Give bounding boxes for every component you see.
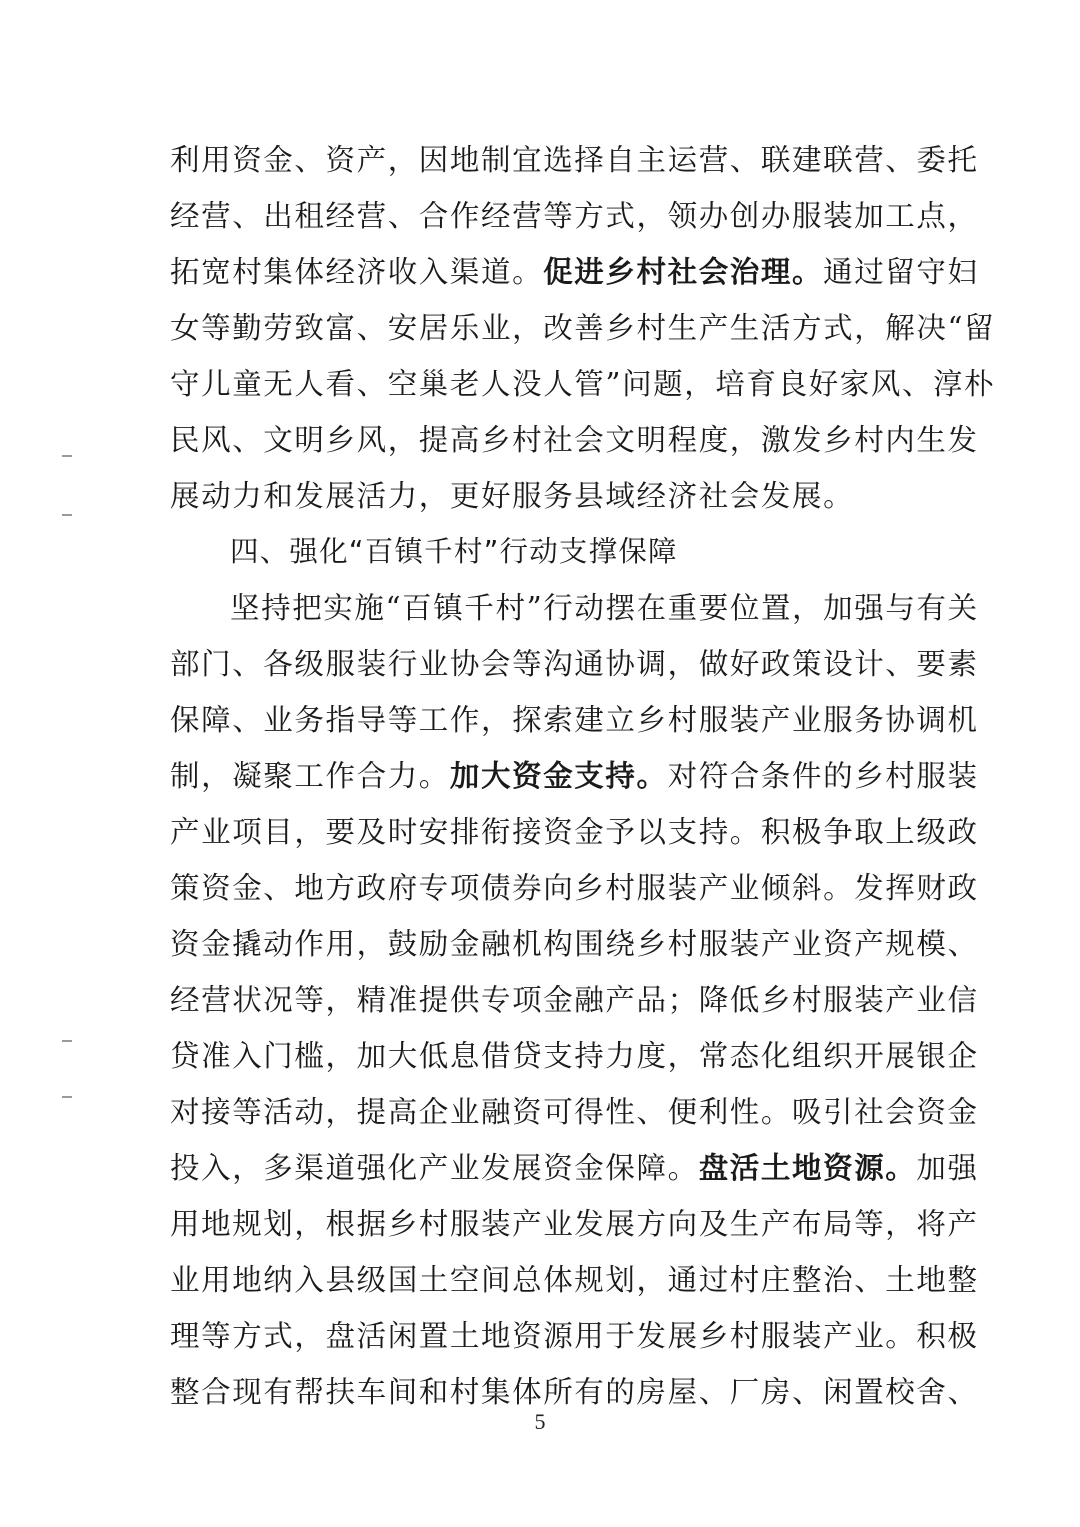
text-line [170,1146,979,1190]
text-line [170,306,996,350]
text-segment: 守儿童无人看、空巢老人没人管”问题，培育良好家风、淳朴 [170,367,996,401]
text-segment: 贷准入门槛，加大低息借贷支持力度，常态化组织开展银企 [170,1039,979,1073]
text-line [170,138,979,182]
text-segment: 资金撬动作用，鼓励金融机构围绕乡村服装产业资产规模、 [170,927,979,961]
text-segment: 坚持把实施“百镇千村”行动摆在重要位置，加强与有关 [230,591,979,625]
text-line [170,194,979,238]
text-line [170,362,996,406]
text-segment: 对接等活动，提高企业融资可得性、便利性。吸引社会资金 [170,1095,979,1129]
text-line [170,1314,979,1358]
text-segment: 用地规划，根据乡村服装产业发展方向及生产布局等，将产 [170,1207,979,1241]
text-segment: 女等勤劳致富、安居乐业，改善乡村生产生活方式，解决“留 [170,311,996,345]
text-line [170,1034,979,1078]
text-segment: 经营、出租经营、合作经营等方式，领办创办服装加工点， [170,199,979,233]
text-segment: 通过留守妇 [823,255,979,289]
text-segment: 加强 [916,1151,979,1185]
binding-mark [62,514,72,516]
text-line [170,754,979,798]
text-line [170,922,979,966]
text-line [170,1258,979,1302]
binding-mark [62,1096,72,1098]
text-line [170,1090,979,1134]
text-segment: 经营状况等，精准提供专项金融产品；降低乡村服装产业信 [170,983,979,1017]
text-segment: 保障、业务指导等工作，探索建立乡村服装产业服务协调机 [170,703,979,737]
text-segment: 整合现有帮扶车间和村集体所有的房屋、厂房、闲置校舍、 [170,1375,979,1409]
bold-heading-segment: 加大资金支持。 [449,758,668,793]
bold-heading-segment: 促进乡村社会治理。 [543,254,824,289]
text-line [170,642,979,686]
text-segment: 理等方式，盘活闲置土地资源用于发展乡村服装产业。积极 [170,1319,979,1353]
section-heading [230,530,930,574]
text-line [170,810,979,854]
text-line [170,698,979,742]
text-line [170,1370,979,1414]
text-line [230,586,979,630]
text-segment: 对符合条件的乡村服装 [667,759,979,793]
text-line [170,1202,979,1246]
text-segment: 投入，多渠道强化产业发展资金保障。 [170,1151,699,1185]
section-heading-text: 四、强化“百镇千村”行动支撑保障 [230,535,678,568]
text-segment: 展动力和发展活力，更好服务县域经济社会发展。 [170,479,855,513]
bold-heading-segment: 盘活土地资源。 [698,1150,917,1185]
text-line [170,866,979,910]
text-segment: 部门、各级服装行业协会等沟通协调，做好政策设计、要素 [170,647,979,681]
text-segment: 产业项目，要及时安排衔接资金予以支持。积极争取上级政 [170,815,979,849]
text-segment: 拓宽村集体经济收入渠道。 [170,255,544,289]
text-segment: 利用资金、资产，因地制宜选择自主运营、联建联营、委托 [170,143,979,177]
text-line [170,250,979,294]
text-segment: 策资金、地方政府专项债券向乡村服装产业倾斜。发挥财政 [170,871,979,905]
text-segment: 制，凝聚工作合力。 [170,759,450,793]
text-line [170,978,979,1022]
binding-mark [62,455,72,457]
text-segment: 业用地纳入县级国土空间总体规划，通过村庄整治、土地整 [170,1263,979,1297]
text-line [170,418,979,462]
text-segment: 民风、文明乡风，提高乡村社会文明程度，激发乡村内生发 [170,423,979,457]
text-line [170,474,930,518]
binding-mark [62,1040,72,1042]
page-number: 5 [534,1409,546,1434]
